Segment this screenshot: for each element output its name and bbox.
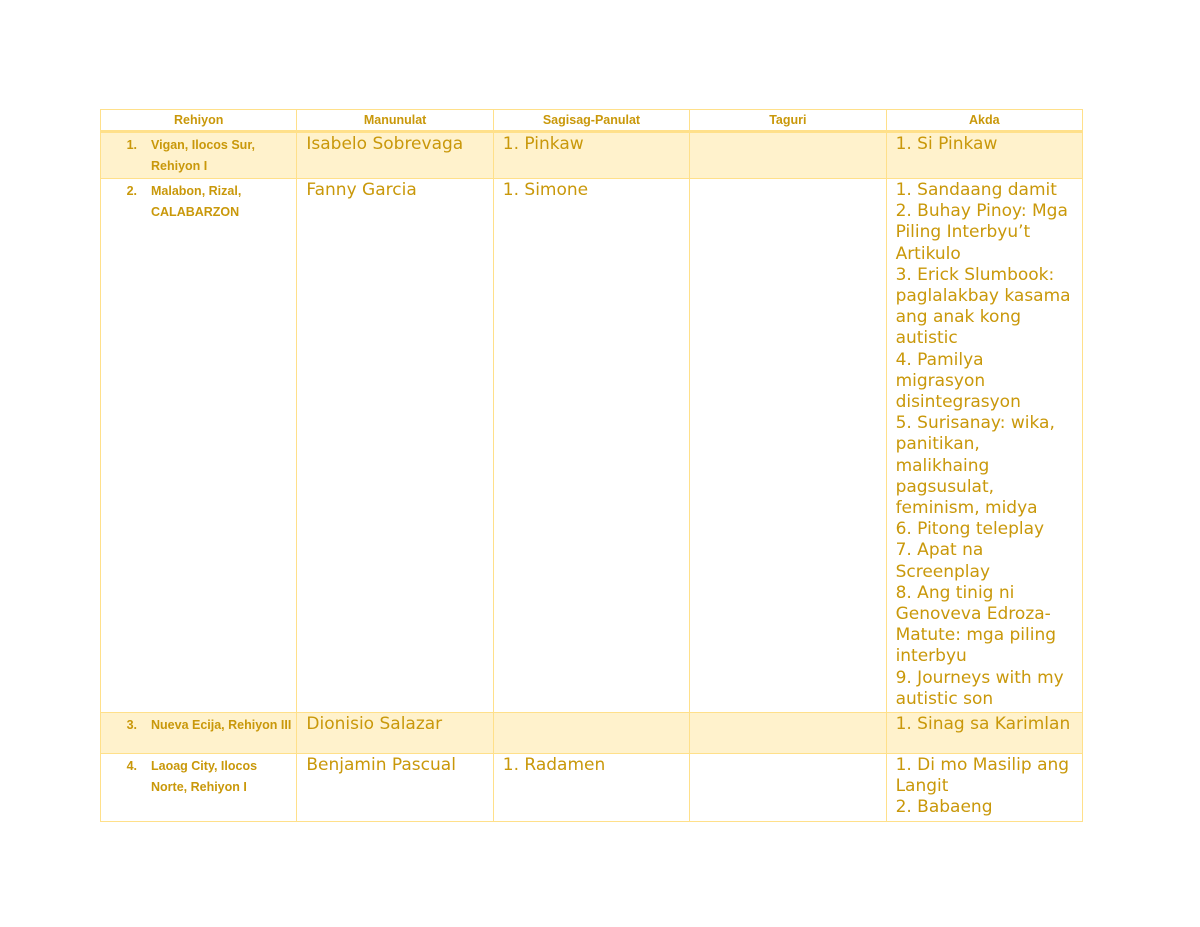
work-item: 5. Surisanay: wika, panitikan, malikhaing pagsusulat, feminism, midya xyxy=(895,413,1055,519)
works-cell xyxy=(886,713,1082,754)
header-sagisag-panulat: Sagisag-Panulat xyxy=(493,110,689,132)
table-row xyxy=(101,754,1083,822)
work-item: 2. Buhay Pinoy: Mga Piling Interbyu’t Artikulo xyxy=(895,201,1068,264)
row-number: 1. xyxy=(126,138,137,152)
taguri-cell xyxy=(690,713,886,754)
table-row xyxy=(101,179,1083,713)
works-cell xyxy=(886,754,1082,822)
work-item: 9. Journeys with my autistic son xyxy=(895,667,1064,709)
header-taguri: Taguri xyxy=(690,110,886,132)
pen-name-cell: 1. Pinkaw xyxy=(493,132,689,179)
pen-name-cell: 1. Radamen xyxy=(493,754,689,822)
work-item: 1. Si Pinkaw xyxy=(895,134,998,154)
work-item: 6. Pitong teleplay xyxy=(895,519,1045,540)
work-item: 2. Babaeng xyxy=(895,797,993,818)
taguri-cell xyxy=(690,754,886,822)
work-item: 1. Sandaang damit xyxy=(895,180,1057,200)
work-item: 4. Pamilya migrasyon disintegrasyon xyxy=(895,349,1021,413)
work-item: 8. Ang tinig ni Genoveva Edroza-Matute: mga piling interbyu xyxy=(895,582,1057,667)
works-cell xyxy=(886,132,1082,179)
work-item: 1. Sinag sa Karimlan xyxy=(895,714,1071,735)
table-header-row xyxy=(101,110,1083,132)
work-item: 3. Erick Slumbook: paglalakbay kasama ang anak kong autistic xyxy=(895,264,1071,349)
region-cell xyxy=(101,754,297,822)
taguri-cell xyxy=(690,179,886,713)
header-manunulat: Manunulat xyxy=(297,110,493,132)
table-row xyxy=(101,713,1083,754)
region-text: Vigan, Ilocos Sur, Rehiyon I xyxy=(151,138,255,173)
author-cell: Benjamin Pascual xyxy=(297,754,493,822)
region-text: Malabon, Rizal, CALABARZON xyxy=(151,184,242,219)
row-number: 2. xyxy=(126,184,137,198)
region-cell xyxy=(101,179,297,713)
region-text: Laoag City, Ilocos Norte, Rehiyon I xyxy=(151,759,258,794)
region-cell xyxy=(101,713,297,754)
row-number: 3. xyxy=(126,718,137,733)
taguri-cell xyxy=(690,132,886,179)
region-text: Nueva Ecija, Rehiyon III xyxy=(151,718,292,733)
header-akda: Akda xyxy=(886,110,1082,132)
header-rehiyon: Rehiyon xyxy=(101,110,297,132)
work-item: 7. Apat na Screenplay xyxy=(895,540,991,582)
region-cell xyxy=(101,132,297,179)
author-cell: Dionisio Salazar xyxy=(297,713,493,754)
work-item: 1. Di mo Masilip ang Langit xyxy=(895,755,1070,797)
pen-name-cell: 1. Simone xyxy=(493,179,689,713)
writers-table xyxy=(100,109,1083,822)
table-row xyxy=(101,132,1083,179)
pen-name-cell xyxy=(493,713,689,754)
author-cell: Isabelo Sobrevaga xyxy=(297,132,493,179)
works-cell xyxy=(886,179,1082,713)
row-number: 4. xyxy=(126,759,137,774)
author-cell: Fanny Garcia xyxy=(297,179,493,713)
